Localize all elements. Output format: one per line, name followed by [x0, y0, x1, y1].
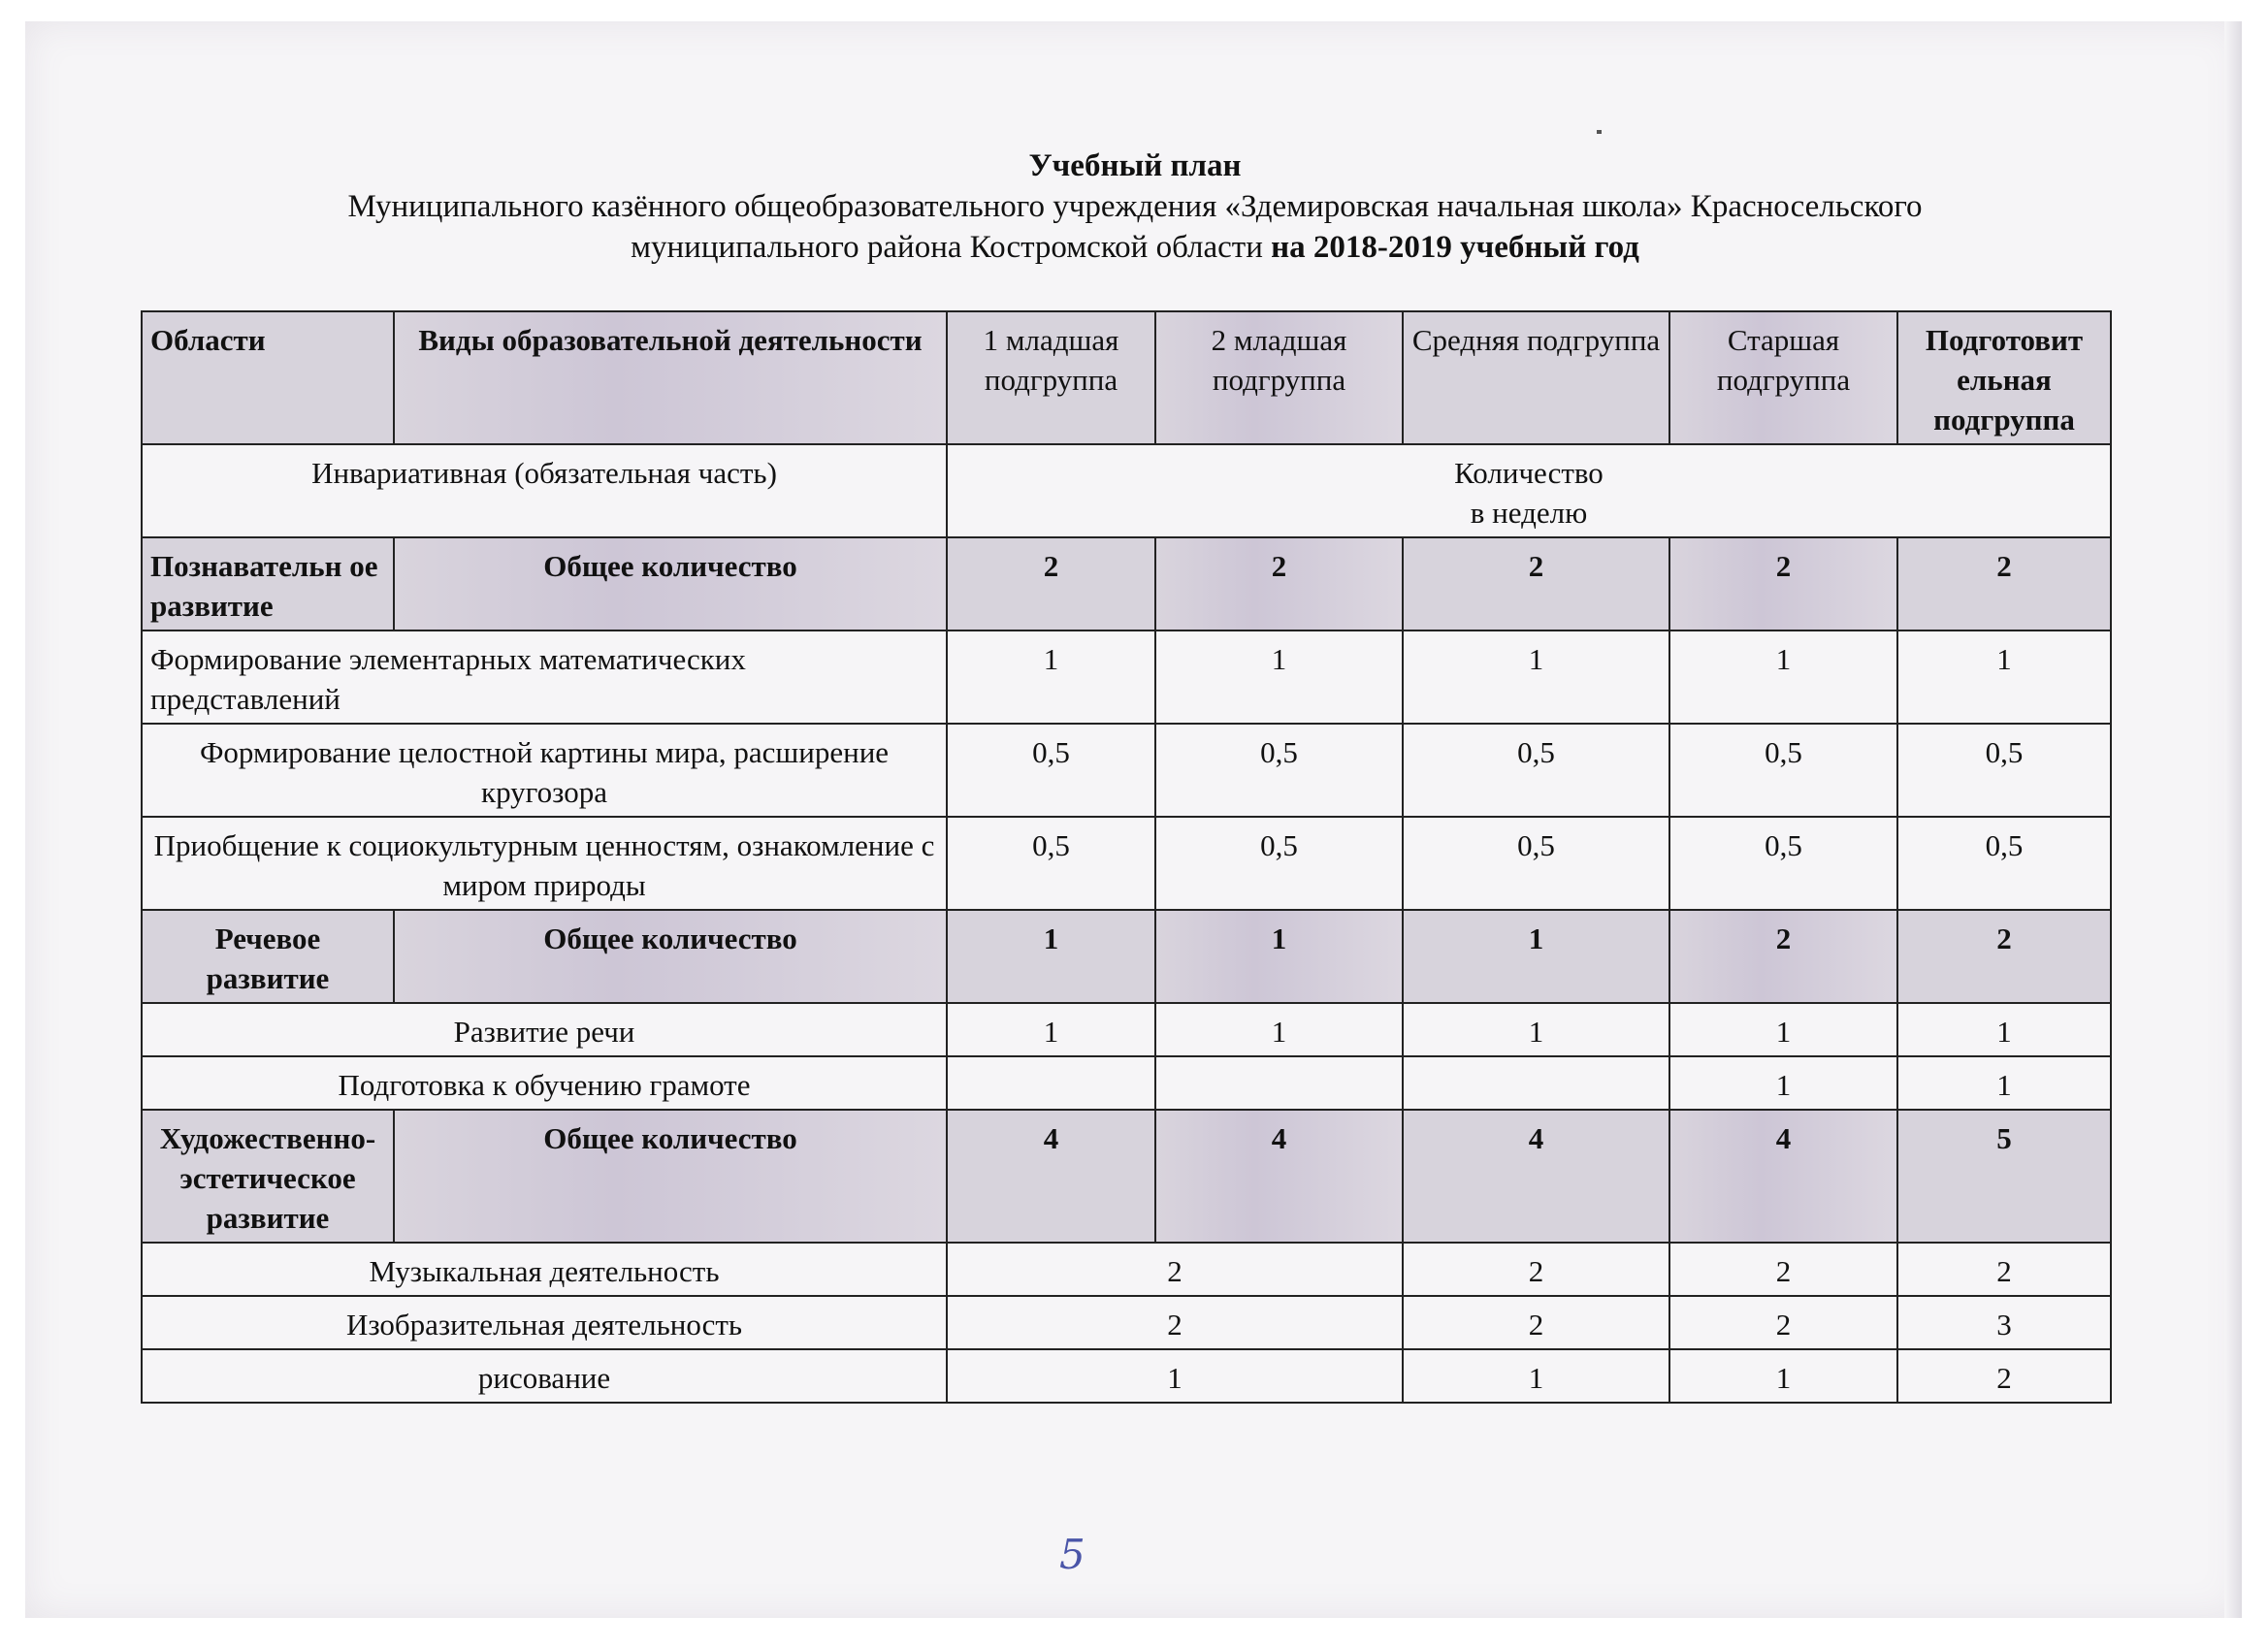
value-g1: 1 — [947, 630, 1155, 724]
activity-name: Изобразительная деятельность — [142, 1296, 947, 1349]
quantity-line-1: Количество — [1454, 456, 1604, 490]
value-g3: 1 — [1403, 630, 1669, 724]
speech-total-g1: 1 — [947, 910, 1155, 1003]
value-g4: 1 — [1669, 1003, 1897, 1056]
value-g2: 0,5 — [1155, 817, 1403, 910]
value-g5: 1 — [1897, 1056, 2111, 1110]
header-group-3: Средняя подгруппа — [1403, 311, 1669, 444]
value-g1-g2: 2 — [947, 1296, 1403, 1349]
school-year: на 2018-2019 учебный год — [1271, 230, 1639, 265]
value-g5: 2 — [1897, 1349, 2111, 1403]
value-g5: 3 — [1897, 1296, 2111, 1349]
value-g2 — [1155, 1056, 1403, 1110]
value-g4: 2 — [1669, 1296, 1897, 1349]
art-total-g2: 4 — [1155, 1110, 1403, 1243]
invariant-label: Инвариативная (обязательная часть) — [142, 444, 947, 537]
value-g5: 2 — [1897, 1243, 2111, 1296]
value-g5: 0,5 — [1897, 817, 2111, 910]
speech-total-g3: 1 — [1403, 910, 1669, 1003]
table-row — [142, 1003, 2111, 1056]
value-g5: 1 — [1897, 1003, 2111, 1056]
quantity-line-2: в неделю — [1470, 496, 1588, 530]
cognitive-total-g2: 2 — [1155, 537, 1403, 630]
header-group-2: 2 младшая подгруппа — [1155, 311, 1403, 444]
cognitive-total-g3: 2 — [1403, 537, 1669, 630]
header-areas: Области — [142, 311, 394, 444]
speech-total-row — [142, 910, 2111, 1003]
table-row — [142, 630, 2111, 724]
header-group-4: Старшая подгруппа — [1669, 311, 1897, 444]
area-cognitive: Познавательн ое развитие — [142, 537, 394, 630]
header-activities: Виды образовательной деятельности — [394, 311, 947, 444]
activity-name: Развитие речи — [142, 1003, 947, 1056]
value-g2: 1 — [1155, 1003, 1403, 1056]
activity-name: Формирование элементарных математических представлений — [142, 630, 947, 724]
invariant-row — [142, 444, 2111, 537]
speech-total-g5: 2 — [1897, 910, 2111, 1003]
cognitive-total-g1: 2 — [947, 537, 1155, 630]
speech-total-label: Общее количество — [394, 910, 947, 1003]
scan-speck — [1597, 130, 1602, 134]
value-g4: 1 — [1669, 1349, 1897, 1403]
speech-total-g4: 2 — [1669, 910, 1897, 1003]
table-header-row — [142, 311, 2111, 444]
speech-total-g2: 1 — [1155, 910, 1403, 1003]
value-g4: 0,5 — [1669, 724, 1897, 817]
value-g1 — [947, 1056, 1155, 1110]
document-title: Учебный план — [1028, 148, 1242, 183]
sheet-edge-shadow — [2224, 21, 2242, 1618]
value-g3: 0,5 — [1403, 724, 1669, 817]
value-g5: 1 — [1897, 630, 2111, 724]
art-total-g5: 5 — [1897, 1110, 2111, 1243]
value-g4: 0,5 — [1669, 817, 1897, 910]
value-g3: 2 — [1403, 1296, 1669, 1349]
art-total-g4: 4 — [1669, 1110, 1897, 1243]
activity-name: Приобщение к социокультурным ценностям, ознакомление с миром природы — [142, 817, 947, 910]
value-g3: 2 — [1403, 1243, 1669, 1296]
table-row — [142, 1056, 2111, 1110]
value-g1: 0,5 — [947, 724, 1155, 817]
value-g3: 1 — [1403, 1003, 1669, 1056]
cognitive-total-label: Общее количество — [394, 537, 947, 630]
value-g3: 0,5 — [1403, 817, 1669, 910]
value-g4: 2 — [1669, 1243, 1897, 1296]
art-total-g1: 4 — [947, 1110, 1155, 1243]
cognitive-total-row — [142, 537, 2111, 630]
table-row — [142, 817, 2111, 910]
value-g3: 1 — [1403, 1349, 1669, 1403]
activity-name: Подготовка к обучению грамоте — [142, 1056, 947, 1110]
area-art: Художественно-эстетическое развитие — [142, 1110, 394, 1243]
table-row — [142, 1243, 2111, 1296]
value-g1: 1 — [947, 1003, 1155, 1056]
value-g1-g2: 1 — [947, 1349, 1403, 1403]
table-row — [142, 1349, 2111, 1403]
header-group-5: Подготовит ельная подгруппа — [1897, 311, 2111, 444]
area-speech: Речевое развитие — [142, 910, 394, 1003]
value-g5: 0,5 — [1897, 724, 2111, 817]
art-total-row — [142, 1110, 2111, 1243]
value-g2: 1 — [1155, 630, 1403, 724]
header-group-1: 1 младшая подгруппа — [947, 311, 1155, 444]
value-g2: 0,5 — [1155, 724, 1403, 817]
value-g4: 1 — [1669, 1056, 1897, 1110]
value-g3 — [1403, 1056, 1669, 1110]
table-row — [142, 724, 2111, 817]
district-text: муниципального района Костромской области — [631, 230, 1263, 265]
cognitive-total-g5: 2 — [1897, 537, 2111, 630]
value-g4: 1 — [1669, 630, 1897, 724]
district-line — [136, 227, 2134, 268]
art-total-label: Общее количество — [394, 1110, 947, 1243]
activity-name: Формирование целостной картины мира, расширение кругозора — [142, 724, 947, 817]
institution-name: Муниципального казённого общеобразовательного учреждения «Здемировская начальная школа» Красносельского — [347, 189, 1923, 224]
quantity-per-week — [947, 444, 2111, 537]
value-g1-g2: 2 — [947, 1243, 1403, 1296]
activity-name: Музыкальная деятельность — [142, 1243, 947, 1296]
cognitive-total-g4: 2 — [1669, 537, 1897, 630]
value-g1: 0,5 — [947, 817, 1155, 910]
document-header — [136, 146, 2134, 268]
activity-name: рисование — [142, 1349, 947, 1403]
page-number: 5 — [1059, 1531, 1085, 1578]
table-row — [142, 1296, 2111, 1349]
art-total-g3: 4 — [1403, 1110, 1669, 1243]
curriculum-table — [141, 310, 2112, 1404]
